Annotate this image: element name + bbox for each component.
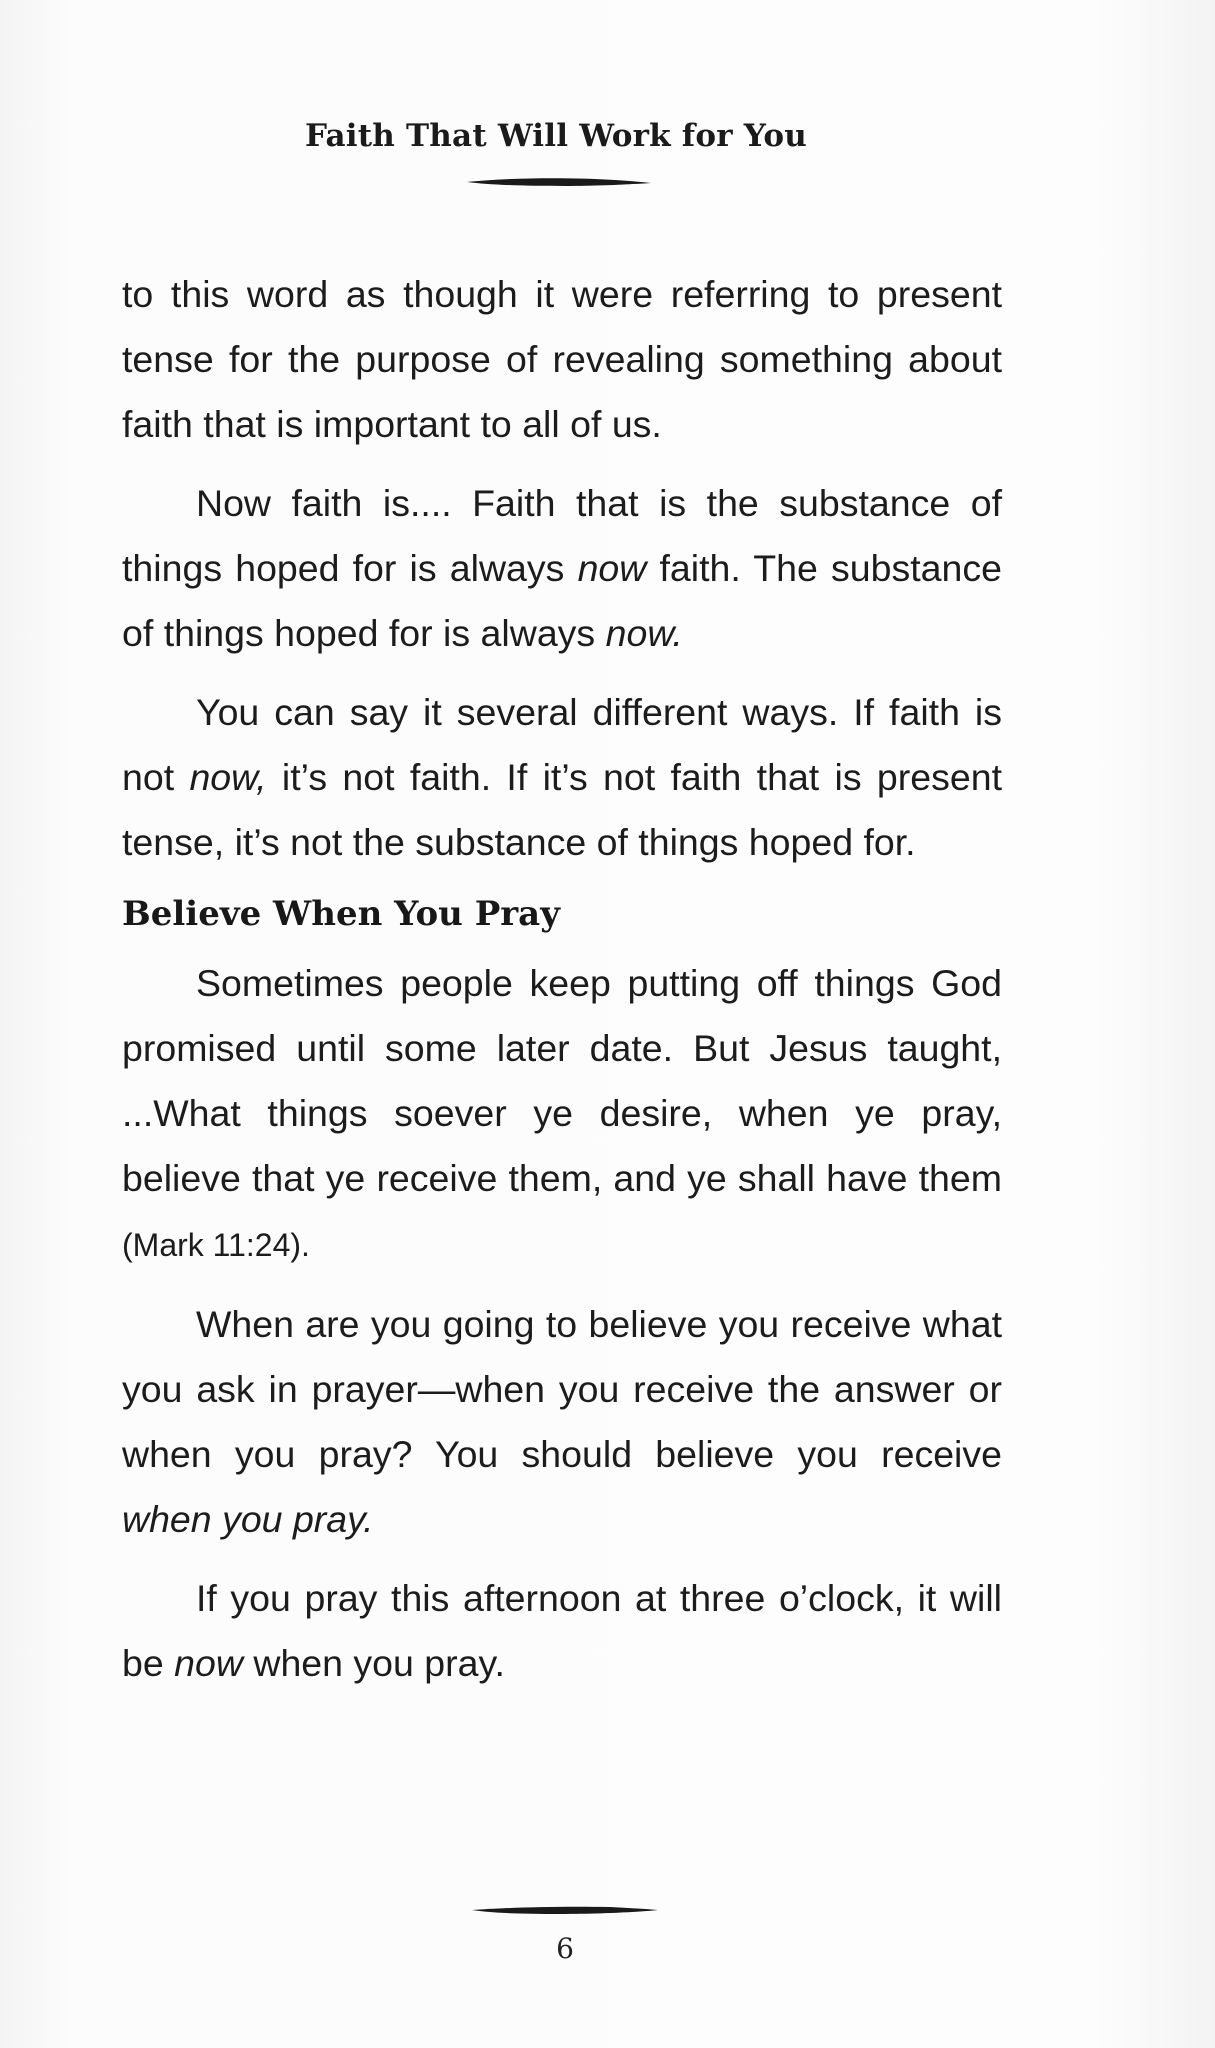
body-text (122, 262, 1002, 1696)
emphasis: now, (189, 756, 267, 798)
paragraph: to this word as though it were referring to present tense for the purpose of revealing something about faith that is important to all of us. (122, 273, 1002, 445)
page-number: 6 (556, 1932, 574, 1965)
emphasis: now. (605, 612, 683, 654)
ornament-swash-top (465, 176, 653, 188)
section-heading: Believe When You Pray (122, 894, 560, 934)
running-head: Faith That Will Work for You (305, 118, 807, 154)
paragraph: You can say it several different ways. If faith is not now, it’s not faith. If it’s not faith that is present tense, it’s not the substance of things hoped for. (122, 691, 1002, 863)
scripture-citation: (Mark 11:24). (122, 1227, 310, 1263)
paragraph: Now faith is.... Faith that is the substance of things hoped for is always now faith. The substance of things hoped for is always now. (122, 482, 1002, 654)
paragraph: When are you going to believe you receive what you ask in prayer—when you receive the answer or when you pray? You should believe you receive when you pray. (122, 1303, 1002, 1540)
ornament-swash-bottom (470, 1904, 660, 1916)
emphasis: when you pray. (122, 1498, 374, 1540)
emphasis: now (577, 547, 647, 589)
paragraph: If you pray this afternoon at three o’clock, it will be now when you pray. (122, 1577, 1002, 1684)
paragraph: Sometimes people keep putting off things God promised until some later date. But Jesus taught, ...What things soever ye desire, when ye pray, believe that ye receive them, and ye shall have them (Mark 11:24). (122, 962, 1002, 1263)
emphasis: now (174, 1642, 243, 1684)
